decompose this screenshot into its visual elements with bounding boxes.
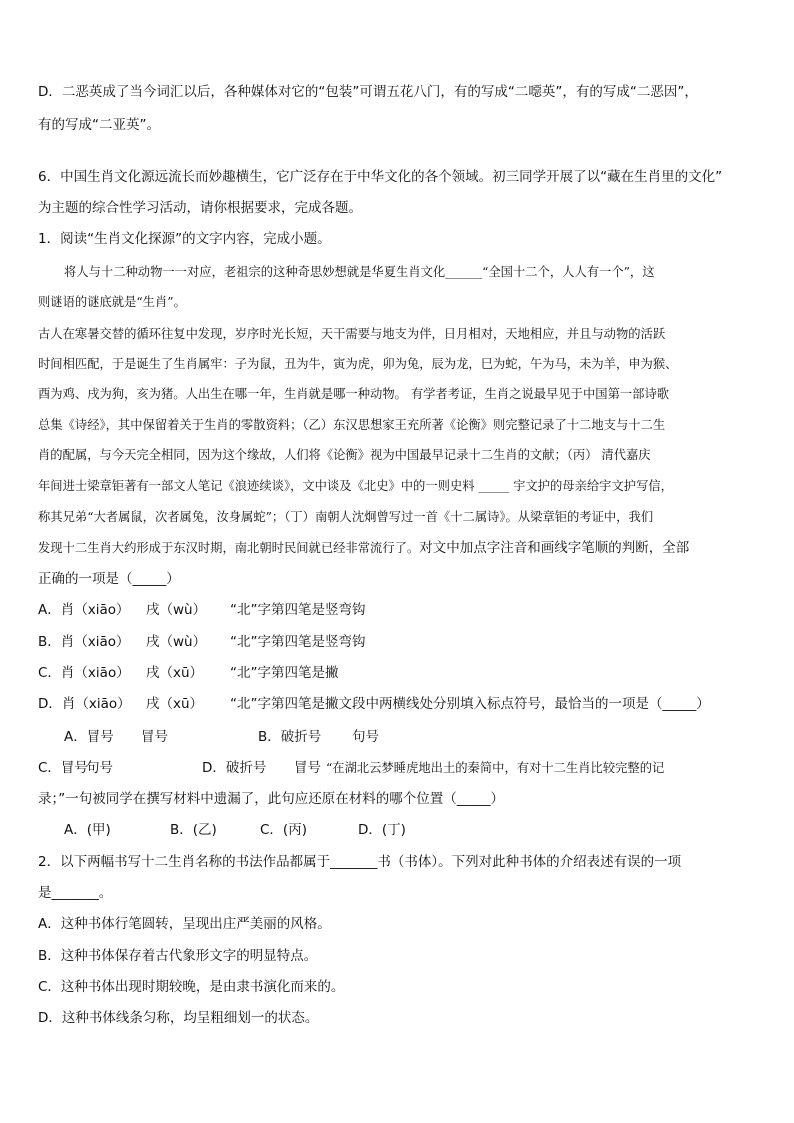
option-row[interactable] (64, 820, 406, 840)
option-text: 冒号 (141, 729, 168, 745)
question-prompt: 录；”一句被同学在撰写材料中遗漏了，此句应还原在材料的哪个位置（_____） (38, 791, 504, 807)
option-d[interactable]: D．这种书体线条匀称，均呈粗细划一的状态。 (38, 1010, 319, 1026)
subquestion-1-prompt: 1．阅读“生肖文化探源”的文字内容，完成小题。 (38, 231, 331, 247)
option-label: A．(甲) (64, 822, 111, 838)
option-row[interactable] (38, 694, 710, 714)
option-label: C．肖（xiāo） (38, 665, 130, 681)
passage-line: 酉为鸡、戌为狗，亥为猪。人出生在哪一年，生肖就是哪一种动物。 有学者考证，生肖之说最早见于中国第一部诗歌 (38, 387, 670, 401)
question-2-stem-line-2: 是_______。 (38, 885, 113, 901)
option-row[interactable] (38, 663, 339, 683)
option-label: A．肖（xiāo） (38, 602, 130, 618)
option-b[interactable]: B．这种书体保存着古代象形文字的明显特点。 (38, 948, 318, 964)
passage-line: 则谜语的谜底就是“生肖”。 (38, 295, 186, 309)
option-label: B．肖（xiāo） (38, 634, 130, 650)
option-text: 冒号 (294, 760, 321, 776)
passage-line: 将人与十二种动物一一对应，老祖宗的这种奇思妙想就是华夏生肖文化______“全国十二个，人人有一个”，这 (64, 265, 655, 279)
option-label: B．(乙) (170, 822, 217, 838)
option-row[interactable] (38, 600, 366, 620)
option-a[interactable]: A．这种书体行笔圆转，呈现出庄严美丽的风格。 (38, 916, 331, 932)
question-6-stem-line-2: 为主题的综合性学习活动，请你根据要求，完成各题。 (38, 200, 362, 216)
question-2-stem-line-1: 2．以下两幅书写十二生肖名称的书法作品都属于_______书（书体）。下列对此种书体的介绍表述有误的一项 (38, 854, 682, 870)
option-text: “北”字第四笔是撇文段中两横线处分别填入标点符号，最恰当的一项是（_____） (230, 696, 710, 712)
inserted-sentence: “在湖北云梦睡虎地出土的秦简中，有对十二生肖比较完整的记 (326, 761, 665, 775)
passage-line: 年间进士梁章钜著有一部文人笔记《浪迹续谈》，文中谈及《北史》中的一则史料 _____ 宇文护的母亲给宇文护写信， (38, 479, 673, 493)
passage-line: 肖的配属，与今天完全相同，因为这个缘故，人们将《论衡》视为中国最早记录十二生肖的文献；（丙） 清代嘉庆 (38, 448, 651, 462)
option-label: C．冒号 (38, 760, 88, 776)
option-c[interactable]: C．这种书体出现时期较晚，是由隶书演化而来的。 (38, 979, 345, 995)
option-text: “北”字第四笔是竖弯钩 (230, 602, 366, 618)
option-text: “北”字第四笔是撇 (230, 665, 339, 681)
option-label: A．冒号 (64, 729, 114, 745)
option-row[interactable] (64, 727, 379, 747)
option-text: “北”字第四笔是竖弯钩 (230, 634, 366, 650)
option-text: 戌（wù） (146, 602, 207, 618)
passage-line: 总集《诗经》，其中保留着关于生肖的零散资料；（乙）东汉思想家王充所著《论衡》则完整记录了十二地支与十二生 (38, 418, 666, 432)
option-text: 戌（xū） (146, 665, 204, 681)
option-label: D．破折号 (202, 760, 267, 776)
passage-line: 称其兄弟“大者属鼠，次者属兔，汝身属蛇”；（丁）南朝人沈炯曾写过一首《十二属诗》。从梁章钜的考证中，我们 (38, 510, 654, 524)
option-text: 句号 (86, 760, 113, 776)
option-text: 句号 (352, 729, 379, 745)
passage-line: 时间相匹配，于是诞生了生肖属牢：子为鼠，丑为牛，寅为虎，卯为兔，辰为龙，巳为蛇，午为马，未为羊，申为猴、 (38, 357, 678, 371)
option-text: 戌（xū） (146, 696, 204, 712)
passage-line-end: 发现十二生肖大约形成于东汉时期，南北朝时民间就已经非常流行了。 (38, 541, 420, 555)
option-row[interactable] (38, 758, 664, 778)
option-text: 戌（wù） (146, 634, 207, 650)
question-d-tail-line-1: D．二恶英成了当今词汇以后，各种媒体对它的“包装”可谓五花八门，有的写成“二噁英”，有的写成“二恶因”， (38, 84, 698, 100)
option-label: C．(丙) (260, 822, 307, 838)
option-label: B．破折号 (258, 729, 322, 745)
question-d-tail-line-2: 有的写成“二亚英”。 (38, 117, 160, 133)
option-label: D．肖（xiāo） (38, 696, 131, 712)
passage-line-mixed (38, 538, 689, 558)
question-6-stem-line-1: 6．中国生肖文化源远流长而妙趣横生，它广泛存在于中华文化的各个领域。初三同学开展了以“藏在生肖里的文化” (38, 169, 723, 185)
passage-line: 古人在寒暑交替的循环往复中发现，岁序时光长短，天干需要与地支为伴，日月相对，天地相应，并且与动物的活跃 (38, 327, 666, 341)
option-row[interactable] (38, 632, 366, 652)
option-label: D．(丁) (358, 822, 406, 838)
question-prompt-start: 对文中加点字注音和画线字笔顺的判断，全部 (419, 540, 690, 556)
question-prompt-end: 正确的一项是（_____） (38, 571, 180, 587)
